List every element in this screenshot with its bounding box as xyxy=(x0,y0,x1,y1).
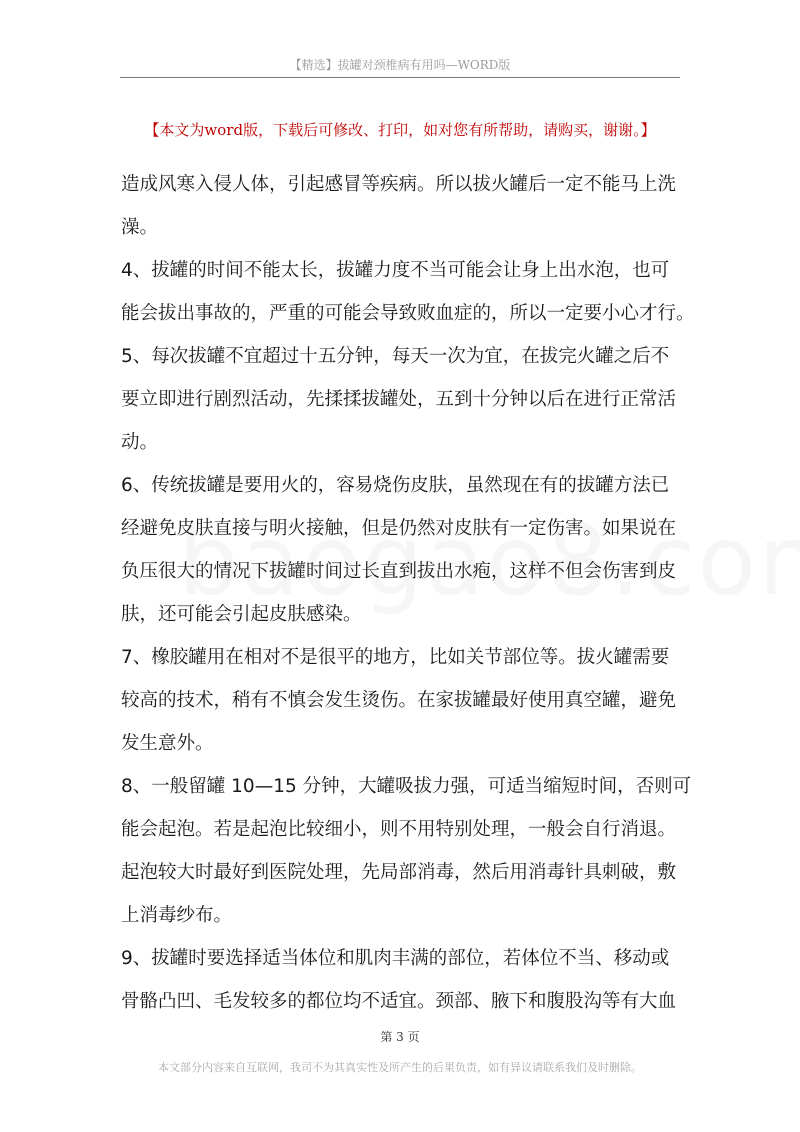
page-number: 第 3 页 xyxy=(380,1030,420,1044)
body-line: 较高的技术，稍有不慎会发生烫伤。在家拔罐最好使用真空罐，避免 xyxy=(121,690,677,711)
body-line: 负压很大的情况下拔罐时间过长直到拔出水疱，这样不但会伤害到皮 xyxy=(121,561,677,582)
document-header-title: 【精选】拔罐对颈椎病有用吗—WORD版 xyxy=(289,58,511,72)
body-line: 澡。 xyxy=(121,217,159,238)
body-line: 6、传统拔罐是要用火的，容易烧伤皮肤，虽然现在有的拔罐方法已 xyxy=(121,475,670,496)
body-line: 经避免皮肤直接与明火接触，但是仍然对皮肤有一定伤害。如果说在 xyxy=(121,518,677,539)
body-line: 要立即进行剧烈活动，先揉揉拔罐处，五到十分钟以后在进行正常活 xyxy=(121,389,677,410)
body-line: 8、一般留罐 10—15 分钟，大罐吸拔力强，可适当缩短时间，否则可 xyxy=(121,776,692,797)
body-line: 造成风寒入侵人体，引起感冒等疾病。所以拔火罐后一定不能马上洗 xyxy=(121,174,677,195)
document-body xyxy=(121,163,695,1023)
body-line: 能会起泡。若是起泡比较细小，则不用特别处理，一般会自行消退。 xyxy=(121,819,677,840)
body-line: 动。 xyxy=(121,432,159,453)
body-line: 骨骼凸凹、毛发较多的都位均不适宜。颈部、腋下和腹股沟等有大血 xyxy=(121,991,677,1012)
body-line: 起泡较大时最好到医院处理，先局部消毒，然后用消毒针具刺破，敷 xyxy=(121,862,677,883)
body-line: 7、橡胶罐用在相对不是很平的地方，比如关节部位等。拔火罐需要 xyxy=(121,647,670,668)
body-line: 上消毒纱布。 xyxy=(121,905,233,926)
body-line: 4、拔罐的时间不能太长，拔罐力度不当可能会让身上出水泡，也可 xyxy=(121,260,670,281)
body-line: 肤，还可能会引起皮肤感染。 xyxy=(121,604,362,625)
body-line: 发生意外。 xyxy=(121,733,214,754)
download-notice: 【本文为word版，下载后可修改、打印，如对您有所帮助，请购买，谢谢。】 xyxy=(144,121,656,139)
body-line: 5、每次拔罐不宜超过十五分钟，每天一次为宜，在拔完火罐之后不 xyxy=(121,346,670,367)
body-line: 能会拔出事故的，严重的可能会导致败血症的，所以一定要小心才行。 xyxy=(121,303,695,324)
footer-disclaimer: 本文部分内容来自互联网，我司不为其真实性及所产生的后果负责，如有异议请联系我们及时删除。 xyxy=(158,1061,642,1074)
body-line: 9、拔罐时要选择适当体位和肌肉丰满的部位，若体位不当、移动或 xyxy=(121,948,670,969)
header-divider xyxy=(120,77,680,78)
